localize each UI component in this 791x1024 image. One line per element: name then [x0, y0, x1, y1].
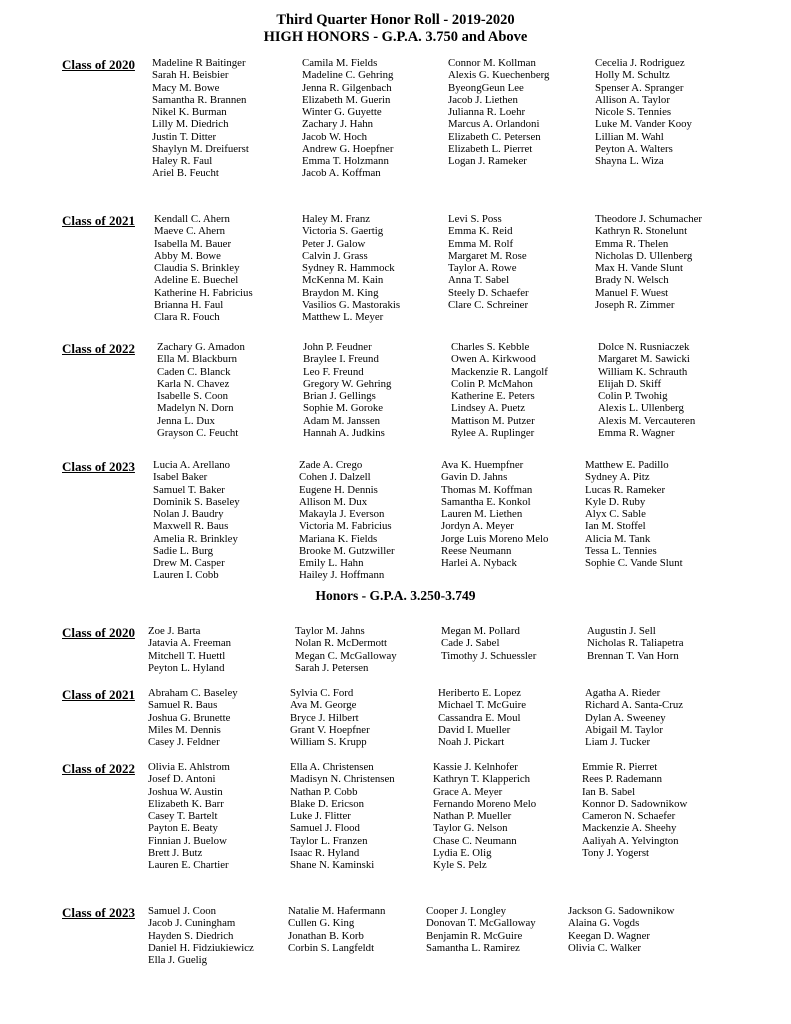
student-name: Rees P. Rademann [582, 773, 663, 786]
class-label: Class of 2020 [62, 625, 135, 640]
student-name: Cooper J. Longley [426, 905, 507, 917]
student-name: Michael T. McGuire [438, 699, 527, 712]
student-name: Owen A. Kirkwood [451, 353, 536, 366]
name-column [152, 57, 249, 180]
student-name: Manuel F. Wuest [595, 286, 669, 299]
student-name: Steely D. Schaefer [448, 286, 529, 299]
student-name: Nicholas D. Ullenberg [595, 249, 693, 262]
class-label: Class of 2022 [62, 761, 135, 776]
student-name: Daniel H. Fidziukiewicz [148, 941, 254, 954]
student-name: Alyx C. Sable [585, 508, 646, 520]
student-name: Jorge Luis Moreno Melo [441, 532, 549, 545]
student-name: Calvin J. Grass [302, 249, 368, 262]
student-name: Emma R. Wagner [598, 426, 675, 439]
student-name: Lauren E. Chartier [148, 859, 229, 871]
student-name: Lindsey A. Puetz [451, 402, 526, 415]
student-name: Madeline R Baitinger [152, 57, 246, 69]
student-name: ByeongGeun Lee [448, 81, 524, 94]
student-name: Cecelia J. Rodriguez [595, 57, 685, 69]
student-name: Emma M. Rolf [448, 237, 514, 250]
student-name: Natalie M. Hafermann [288, 905, 386, 917]
student-name: Taylor A. Rowe [448, 262, 517, 274]
student-name: Elijah D. Skiff [598, 377, 662, 390]
student-name: Luke M. Vander Kooy [595, 118, 692, 131]
student-name: Margaret M. Rose [448, 249, 527, 262]
name-column [303, 341, 391, 439]
name-column [302, 57, 393, 180]
student-name: Brian J. Gellings [303, 390, 376, 402]
student-name: Joseph R. Zimmer [595, 298, 675, 311]
student-name: Brady N. Welsch [595, 274, 669, 287]
name-column [441, 625, 536, 662]
student-name: Allison M. Dux [299, 495, 368, 508]
student-name: Kyle S. Pelz [433, 859, 487, 871]
student-name: Mariana K. Fields [299, 532, 378, 545]
student-name: Elizabeth K. Barr [148, 797, 224, 810]
student-name: Makayla J. Everson [299, 508, 385, 520]
student-name: Ava M. George [290, 699, 357, 712]
student-name: Sophie M. Goroke [303, 402, 384, 415]
student-name: Emma R. Thelen [595, 237, 669, 250]
student-name: Kyle D. Ruby [585, 495, 646, 508]
student-name: Richard A. Santa-Cruz [585, 699, 684, 712]
name-column [568, 905, 674, 954]
student-name: Mackenzie A. Sheehy [582, 822, 677, 835]
student-name: Elizabeth C. Petersen [448, 130, 541, 143]
student-name: Samuel J. Flood [290, 822, 360, 835]
student-name: Augustin J. Sell [587, 625, 656, 637]
student-name: Nicholas R. Taliapetra [587, 637, 684, 650]
student-name: Elizabeth M. Guerin [302, 93, 391, 106]
student-name: Casey T. Bartelt [148, 810, 218, 822]
student-name: Ian M. Stoffel [585, 520, 646, 533]
student-name: Payton E. Beaty [148, 822, 218, 835]
name-column [290, 761, 395, 871]
student-name: Sydney R. Hammock [302, 262, 395, 274]
student-name: Braylee I. Freund [303, 353, 379, 366]
student-name: Connor M. Kollman [448, 57, 536, 69]
student-name: Emmie R. Pierret [582, 761, 658, 773]
student-name: Taylor L. Franzen [290, 834, 368, 847]
student-name: Madisyn N. Christensen [290, 773, 395, 786]
student-name: Timothy J. Schuessler [441, 649, 537, 662]
student-name: Blake D. Ericson [290, 797, 365, 810]
name-column [288, 905, 385, 954]
student-name: Lucas R. Rameker [585, 483, 666, 496]
student-name: Brianna H. Faul [154, 298, 224, 311]
class-label: Class of 2021 [62, 687, 135, 702]
student-name: Cullen G. King [288, 917, 355, 930]
student-name: Justin T. Ditter [152, 130, 217, 143]
student-name: Eugene H. Dennis [299, 483, 378, 496]
student-name: Mitchell T. Huettl [148, 649, 226, 662]
student-name: Mackenzie R. Langolf [451, 365, 548, 378]
student-name: Cameron N. Schaefer [582, 810, 676, 822]
name-column [290, 687, 370, 748]
student-name: Nolan J. Baudry [153, 508, 224, 520]
student-name: Sophie C. Vande Slunt [585, 557, 683, 569]
student-name: Drew M. Casper [153, 557, 225, 569]
name-column [451, 341, 548, 439]
student-name: Alexis L. Ullenberg [598, 402, 684, 415]
student-name: Jacob W. Hoch [302, 130, 368, 143]
name-column [295, 625, 397, 674]
student-name: Gavin D. Jahns [441, 471, 508, 484]
student-name: Hannah A. Judkins [303, 426, 385, 439]
student-name: Shane N. Kaminski [290, 859, 375, 871]
class-label: Class of 2023 [62, 459, 135, 474]
student-name: Alaina G. Vogds [568, 917, 640, 930]
student-name: Claudia S. Brinkley [154, 262, 240, 274]
student-name: Kathryn R. Stonelunt [595, 225, 688, 238]
name-column [148, 625, 231, 674]
student-name: William S. Krupp [290, 736, 367, 748]
student-name: Lydia E. Olig [433, 846, 492, 859]
student-name: Abraham C. Baseley [148, 687, 238, 699]
student-name: Ava K. Huempfner [441, 459, 524, 471]
student-name: Vasilios G. Mastorakis [302, 298, 401, 311]
student-name: Sadie L. Burg [153, 544, 214, 557]
student-name: Zade A. Crego [299, 459, 363, 471]
student-name: Abby M. Bowe [154, 249, 221, 262]
student-name: Maxwell R. Baus [153, 520, 229, 533]
student-name: Dolce N. Rusniaczek [598, 341, 690, 353]
student-name: Max H. Vande Slunt [595, 262, 683, 274]
class-label: Class of 2021 [62, 213, 135, 228]
class-label: Class of 2023 [62, 905, 135, 920]
student-name: Nikel K. Burman [152, 106, 227, 118]
name-column [148, 905, 254, 966]
student-name: Emily L. Hahn [299, 557, 364, 569]
student-name: Shayna L. Wiza [595, 155, 664, 167]
student-name: Aaliyah A. Yelvington [582, 834, 679, 847]
student-name: Samuel J. Coon [148, 905, 217, 917]
name-column [441, 459, 548, 569]
student-name: Bryce J. Hilbert [290, 711, 359, 724]
class-label: Class of 2022 [62, 341, 135, 356]
student-name: Jacob J. Cuningham [148, 917, 236, 930]
student-name: Jonathan B. Korb [288, 929, 364, 942]
student-name: William K. Schrauth [598, 365, 688, 378]
name-column [157, 341, 245, 439]
student-name: Winter G. Guyette [302, 106, 382, 118]
student-name: Spenser A. Spranger [595, 81, 684, 94]
student-name: Alexis M. Vercauteren [598, 414, 696, 427]
student-name: Lauren I. Cobb [153, 569, 219, 582]
name-column [433, 761, 536, 871]
name-column [154, 213, 253, 323]
student-name: Miles M. Dennis [148, 723, 221, 736]
student-name: Peyton A. Walters [595, 142, 673, 155]
student-name: John P. Feudner [303, 341, 372, 353]
student-name: Taylor M. Jahns [295, 625, 365, 637]
student-name: Katherine H. Fabricius [154, 286, 253, 299]
student-name: Corbin S. Langfeldt [288, 941, 375, 954]
student-name: Samuel T. Baker [153, 483, 225, 496]
student-name: Samuel R. Baus [148, 699, 218, 712]
student-name: Cassandra E. Moul [438, 711, 521, 724]
student-name: Camila M. Fields [302, 57, 378, 69]
student-name: Finnian J. Buelow [148, 834, 227, 847]
student-name: Kassie J. Kelnhofer [433, 761, 518, 773]
student-name: Caden C. Blanck [157, 365, 231, 378]
student-name: Zachary J. Hahn [302, 118, 374, 131]
student-name: Samantha R. Brannen [152, 93, 247, 106]
name-column [448, 57, 549, 167]
student-name: Jacob J. Liethen [448, 93, 518, 106]
student-name: Isaac R. Hyland [290, 846, 360, 859]
student-name: Agatha A. Rieder [585, 687, 661, 699]
student-name: Colin P. Twohig [598, 390, 668, 402]
student-name: Alexis G. Kuechenberg [448, 69, 550, 82]
student-name: Zachary G. Amadon [157, 341, 245, 353]
name-column [438, 687, 526, 748]
name-column [299, 459, 395, 582]
student-name: Clara R. Fouch [154, 311, 220, 323]
name-column [448, 213, 529, 311]
name-column [426, 905, 536, 954]
student-name: Dylan A. Sweeney [585, 711, 666, 724]
student-name: Chase C. Neumann [433, 834, 517, 847]
honors-heading: Honors - G.P.A. 3.250-3.749 [315, 588, 476, 603]
student-name: Matthew L. Meyer [302, 311, 384, 323]
student-name: Ian B. Sabel [582, 785, 636, 798]
student-name: Sarah H. Beisbier [152, 69, 229, 82]
student-name: Brooke M. Gutzwiller [299, 544, 395, 557]
student-name: Cade J. Sabel [441, 637, 500, 650]
student-name: Karla N. Chavez [157, 377, 230, 390]
student-name: Lilly M. Diedrich [152, 118, 229, 131]
student-name: Andrew G. Hoepfner [302, 142, 394, 155]
student-name: Lucia A. Arellano [153, 459, 231, 471]
student-name: Taylor G. Nelson [433, 822, 508, 835]
name-column [582, 761, 687, 859]
title-line-2: HIGH HONORS - G.P.A. 3.750 and Above [263, 29, 528, 45]
student-name: McKenna M. Kain [302, 274, 384, 287]
student-name: Harlei A. Nyback [441, 557, 517, 569]
student-name: Nathan P. Mueller [433, 810, 512, 822]
student-name: Josef D. Antoni [148, 773, 216, 786]
student-name: Charles S. Kebble [451, 341, 530, 353]
student-name: Samantha E. Konkol [441, 495, 531, 508]
student-name: Luke J. Flitter [290, 810, 351, 822]
student-name: Alicia M. Tank [585, 532, 651, 545]
name-column [148, 687, 238, 748]
student-name: Theodore J. Schumacher [595, 213, 703, 225]
student-name: Kathryn T. Klapperich [433, 773, 531, 786]
student-name: Victoria M. Fabricius [299, 520, 392, 533]
student-name: Braydon M. King [302, 286, 379, 299]
student-name: Lillian M. Wahl [595, 130, 664, 143]
student-name: Hayden S. Diedrich [148, 929, 234, 942]
student-name: Samantha L. Ramirez [426, 941, 520, 954]
student-name: Reese Neumann [441, 544, 512, 557]
student-name: Fernando Moreno Melo [433, 797, 537, 810]
student-name: Emma T. Holzmann [302, 155, 389, 167]
student-name: Dominik S. Baseley [153, 495, 240, 508]
student-name: Adam M. Janssen [303, 414, 381, 427]
student-name: Haley R. Faul [152, 155, 213, 167]
student-name: Ella J. Guelig [148, 954, 208, 966]
student-name: Emma K. Reid [448, 225, 513, 238]
student-name: Olivia C. Walker [568, 941, 641, 954]
student-name: Sydney A. Pitz [585, 471, 650, 484]
student-name: Marcus A. Orlandoni [448, 118, 540, 131]
student-name: Tessa L. Tennies [585, 544, 657, 557]
student-name: Maeve C. Ahern [154, 225, 226, 238]
student-name: Brett J. Butz [148, 846, 203, 859]
student-name: Nicole S. Tennies [595, 106, 672, 118]
name-column [585, 687, 683, 748]
class-label: Class of 2020 [62, 57, 135, 72]
student-name: Levi S. Poss [448, 213, 502, 225]
student-name: Jenna L. Dux [157, 414, 215, 427]
student-name: Gregory W. Gehring [303, 377, 392, 390]
name-column [585, 459, 683, 569]
student-name: Clare C. Schreiner [448, 298, 529, 311]
student-name: Olivia E. Ahlstrom [148, 761, 230, 773]
student-name: Ella A. Christensen [290, 761, 374, 773]
student-name: Konnor D. Sadownikow [582, 797, 688, 810]
student-name: Nolan R. McDermott [295, 637, 388, 650]
student-name: Julianna R. Loehr [448, 106, 526, 118]
student-name: Heriberto E. Lopez [438, 687, 522, 699]
student-name: Colin P. McMahon [451, 377, 533, 390]
student-name: Grant V. Hoepfner [290, 723, 370, 736]
student-name: Casey J. Feldner [148, 736, 220, 748]
student-name: Jacob A. Koffman [302, 167, 381, 180]
student-name: Tony J. Yogerst [582, 846, 650, 859]
student-name: Zoe J. Barta [148, 625, 201, 637]
student-name: Jatavia A. Freeman [148, 637, 232, 650]
student-name: Noah J. Pickart [438, 736, 505, 748]
student-name: Abigail M. Taylor [585, 723, 663, 736]
name-column [598, 341, 695, 439]
student-name: Donovan T. McGalloway [426, 917, 536, 930]
student-name: Thomas M. Koffman [441, 483, 533, 496]
name-column [595, 213, 702, 311]
student-name: Isabella M. Bauer [154, 237, 232, 250]
student-name: Holly M. Schultz [595, 69, 670, 82]
student-name: Grayson C. Feucht [157, 426, 239, 439]
student-name: Logan J. Rameker [448, 155, 527, 167]
student-name: Jordyn A. Meyer [441, 520, 514, 533]
student-name: Elizabeth L. Pierret [448, 142, 533, 155]
name-column [595, 57, 692, 167]
title-line-1: Third Quarter Honor Roll - 2019-2020 [276, 12, 515, 28]
student-name: Liam J. Tucker [585, 736, 651, 748]
student-name: Joshua G. Brunette [148, 711, 231, 724]
student-name: Madelyn N. Dorn [157, 402, 234, 415]
student-name: David I. Mueller [438, 723, 511, 736]
student-name: Ella M. Blackburn [157, 353, 238, 366]
student-name: Joshua W. Austin [148, 785, 223, 798]
student-name: Peter J. Galow [302, 237, 366, 250]
student-name: Victoria S. Gaertig [302, 225, 384, 238]
student-name: Haley M. Franz [302, 213, 371, 225]
student-name: Lauren M. Liethen [441, 508, 523, 520]
student-name: Margaret M. Sawicki [598, 353, 690, 366]
student-name: Sarah J. Petersen [295, 661, 369, 674]
student-name: Keegan D. Wagner [568, 929, 650, 942]
name-column [302, 213, 400, 323]
student-name: Kendall C. Ahern [154, 213, 230, 225]
student-name: Isabelle S. Coon [157, 390, 229, 402]
name-column [153, 459, 240, 582]
name-column [587, 625, 684, 662]
student-name: Peyton L. Hyland [148, 661, 225, 674]
student-name: Nathan P. Cobb [290, 785, 358, 798]
student-name: Madeline C. Gehring [302, 69, 394, 82]
student-name: Amelia R. Brinkley [153, 532, 238, 545]
student-name: Rylee A. Ruplinger [451, 426, 535, 439]
student-name: Allison A. Taylor [595, 93, 670, 106]
student-name: Sylvia C. Ford [290, 687, 354, 699]
student-name: Megan M. Pollard [441, 625, 520, 637]
name-column [148, 761, 230, 871]
student-name: Katherine E. Peters [451, 390, 535, 402]
student-name: Adeline E. Buechel [154, 274, 239, 287]
student-name: Anna T. Sabel [448, 274, 510, 287]
student-name: Mattison M. Putzer [451, 414, 535, 427]
student-name: Leo F. Freund [303, 365, 364, 378]
student-name: Megan C. McGalloway [295, 649, 397, 662]
student-name: Shaylyn M. Dreifuerst [152, 142, 249, 155]
student-name: Jackson G. Sadownikow [568, 905, 675, 917]
student-name: Hailey J. Hoffmann [299, 569, 385, 582]
student-name: Ariel B. Feucht [152, 167, 219, 180]
student-name: Isabel Baker [153, 471, 208, 484]
student-name: Grace A. Meyer [433, 785, 503, 798]
student-name: Cohen J. Dalzell [299, 471, 371, 484]
student-name: Macy M. Bowe [152, 81, 220, 94]
student-name: Matthew E. Padillo [585, 459, 669, 471]
student-name: Benjamin R. McGuire [426, 929, 523, 942]
student-name: Brennan T. Van Horn [587, 649, 679, 662]
student-name: Jenna R. Gilgenbach [302, 81, 392, 94]
